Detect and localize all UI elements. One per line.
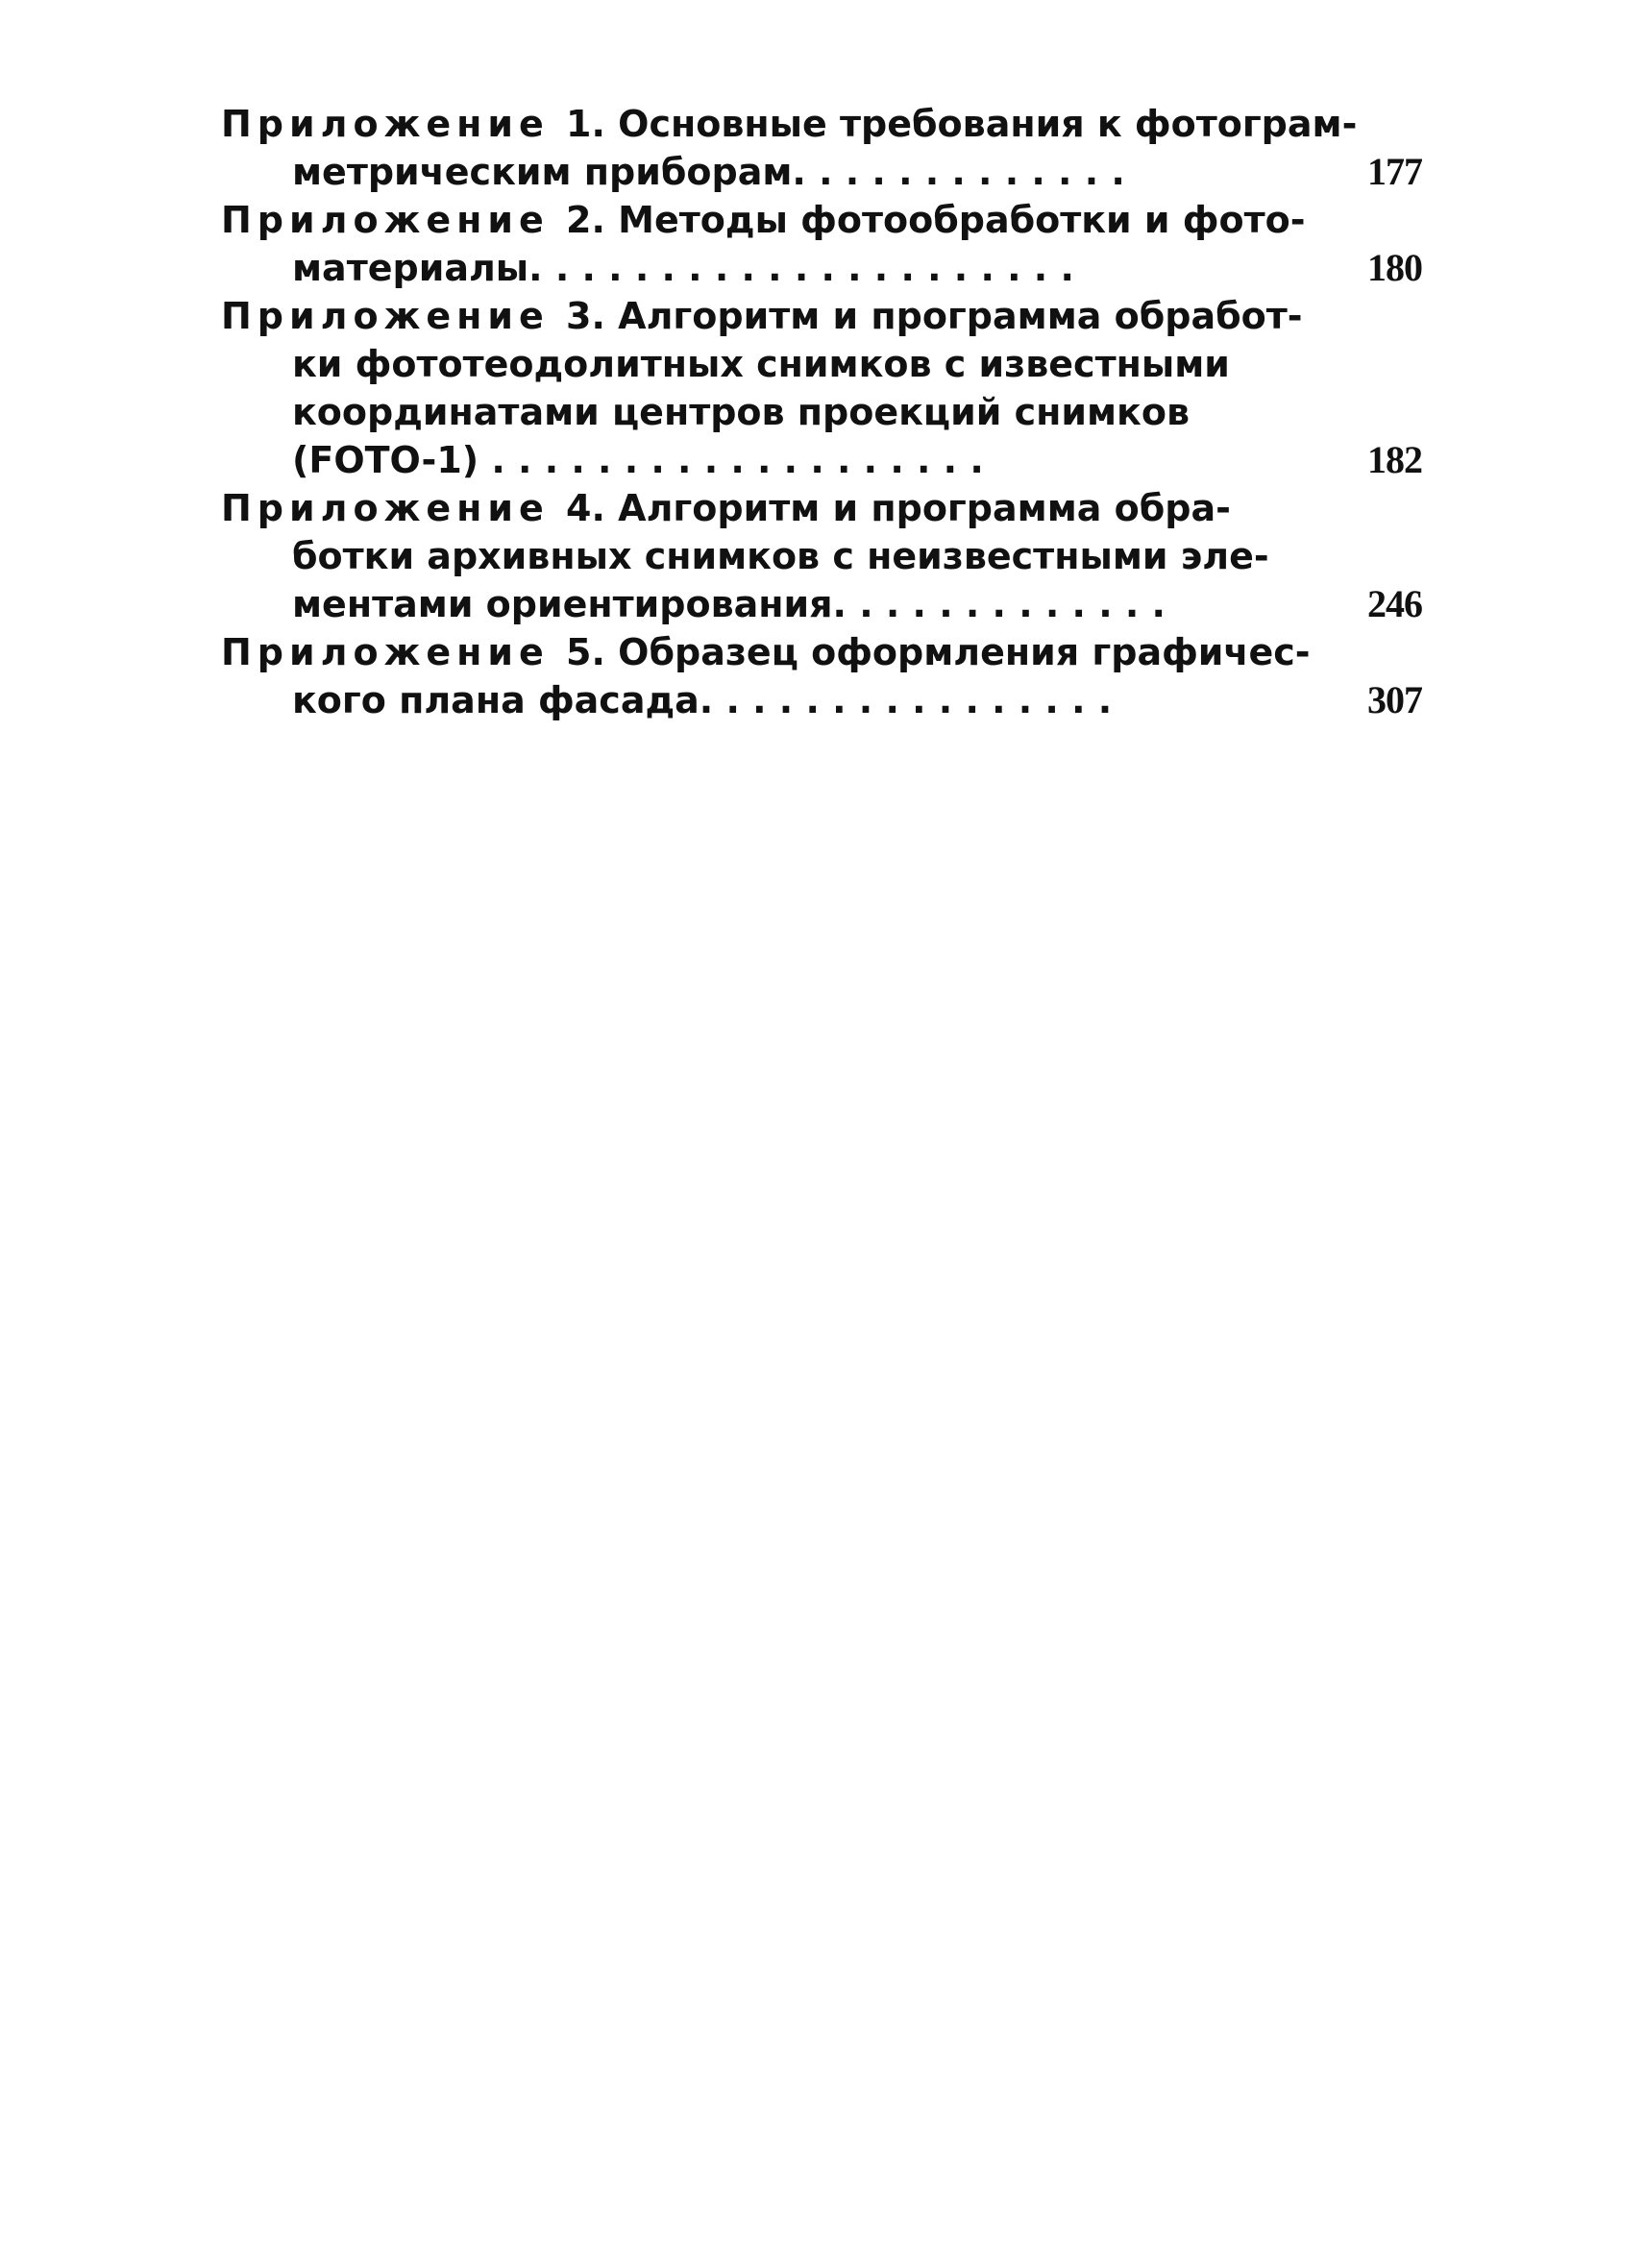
appendix-label: Приложение bbox=[221, 103, 550, 145]
appendix-number: 2. bbox=[566, 199, 605, 241]
appendix-title-continuation: кого плана фасада. . . . . . . . . . . . . . . . bbox=[292, 679, 1113, 721]
toc-entry-appendix-4 bbox=[221, 484, 1422, 628]
toc-entry-continuation bbox=[221, 148, 1422, 196]
page-number: 246 bbox=[1367, 582, 1422, 625]
page-number: 180 bbox=[1367, 246, 1422, 289]
toc-entry-first-line bbox=[221, 196, 1422, 244]
toc-entry-continuation bbox=[221, 676, 1422, 724]
appendix-number: 4. bbox=[566, 487, 605, 529]
appendix-title-continuation: метрическим приборам. . . . . . . . . . . . . bbox=[292, 151, 1125, 193]
appendix-title-continuation: ки фототеодолитных снимков с известными bbox=[292, 343, 1230, 385]
appendix-title-start: Алгоритм и программа обра- bbox=[618, 487, 1231, 529]
appendix-title-start: Образец оформления графичес- bbox=[618, 631, 1311, 673]
appendix-number: 1. bbox=[566, 103, 605, 145]
appendix-title-continuation: (FOTO-1) . . . . . . . . . . . . . . . . . . . bbox=[292, 439, 984, 481]
table-of-contents bbox=[221, 100, 1422, 724]
page-number: 177 bbox=[1367, 150, 1422, 193]
toc-entry-first-line bbox=[221, 628, 1422, 676]
appendix-label: Приложение bbox=[221, 631, 550, 673]
appendix-title-start: Методы фотообработки и фото- bbox=[618, 199, 1306, 241]
appendix-title-start: Алгоритм и программа обработ- bbox=[618, 295, 1303, 337]
toc-entry-continuation bbox=[221, 340, 1422, 388]
toc-entry-first-line bbox=[221, 100, 1422, 148]
toc-entry-continuation bbox=[221, 436, 1422, 484]
appendix-label: Приложение bbox=[221, 487, 550, 529]
toc-entry-appendix-2 bbox=[221, 196, 1422, 292]
appendix-number: 3. bbox=[566, 295, 605, 337]
toc-entry-first-line bbox=[221, 484, 1422, 532]
toc-entry-first-line bbox=[221, 292, 1422, 340]
appendix-title-start: Основные требования к фотограм- bbox=[618, 103, 1358, 145]
appendix-title-continuation: ботки архивных снимков с неизвестными эле- bbox=[292, 535, 1269, 577]
appendix-title-continuation: ментами ориентирования. . . . . . . . . . . . . bbox=[292, 583, 1166, 625]
appendix-label: Приложение bbox=[221, 199, 550, 241]
toc-entry-appendix-3 bbox=[221, 292, 1422, 484]
appendix-title-continuation: материалы. . . . . . . . . . . . . . . . . . . . . bbox=[292, 247, 1074, 289]
toc-entry-appendix-5 bbox=[221, 628, 1422, 724]
toc-entry-continuation bbox=[221, 580, 1422, 628]
toc-entry-continuation bbox=[221, 244, 1422, 292]
toc-entry-appendix-1 bbox=[221, 100, 1422, 196]
toc-entry-continuation bbox=[221, 532, 1422, 580]
page-number: 307 bbox=[1367, 678, 1422, 721]
page-number: 182 bbox=[1367, 438, 1422, 481]
appendix-title-continuation: координатами центров проекций снимков bbox=[292, 391, 1190, 433]
appendix-number: 5. bbox=[566, 631, 605, 673]
toc-entry-continuation bbox=[221, 388, 1422, 436]
appendix-label: Приложение bbox=[221, 295, 550, 337]
